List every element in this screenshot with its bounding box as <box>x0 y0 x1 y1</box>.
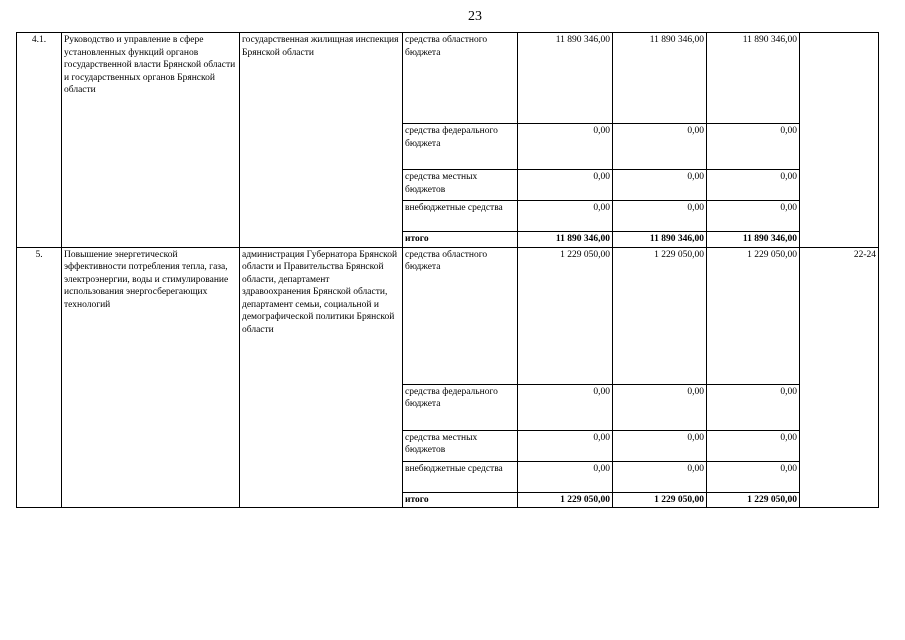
funding-source: средства областного бюджета <box>403 247 518 384</box>
amount-cell: 11 890 346,00 <box>613 232 707 248</box>
amount-cell: 0,00 <box>707 201 800 232</box>
funding-source: средства местных бюджетов <box>403 430 518 461</box>
amount-cell: 0,00 <box>518 430 613 461</box>
amount-cell: 0,00 <box>613 170 707 201</box>
amount-cell: 0,00 <box>707 124 800 170</box>
amount-cell: 0,00 <box>613 124 707 170</box>
funding-source: средства федерального бюджета <box>403 384 518 430</box>
funding-source: средства федерального бюджета <box>403 124 518 170</box>
indicator-ref: 22-24 <box>800 247 879 508</box>
item-name: Повышение энергетической эффективности потребления тепла, газа, электроэнергии, воды и стимулирование использования энергосберегающих технологий <box>62 247 240 508</box>
funding-source: итого <box>403 492 518 508</box>
amount-cell: 0,00 <box>707 384 800 430</box>
amount-cell: 0,00 <box>613 461 707 492</box>
amount-cell: 0,00 <box>518 124 613 170</box>
amount-cell: 0,00 <box>613 201 707 232</box>
table-row <box>17 33 879 124</box>
funding-source: средства областного бюджета <box>403 33 518 124</box>
item-executor: администрация Губернатора Брянской области и Правительства Брянской области, департамент здравоохранения Брянской области, департамент семьи, социальной и демографической политики Брянской области <box>240 247 403 508</box>
funding-source: внебюджетные средства <box>403 201 518 232</box>
table-row <box>17 247 879 384</box>
amount-cell: 1 229 050,00 <box>518 492 613 508</box>
amount-cell: 0,00 <box>707 461 800 492</box>
amount-cell: 11 890 346,00 <box>518 232 613 248</box>
amount-cell: 1 229 050,00 <box>613 492 707 508</box>
amount-cell: 1 229 050,00 <box>707 247 800 384</box>
amount-cell: 1 229 050,00 <box>518 247 613 384</box>
indicator-ref <box>800 33 879 248</box>
item-name: Руководство и управление в сфере установленных функций органов государственной власти Брянской области и государственных органов Брянской области <box>62 33 240 248</box>
page-number: 23 <box>468 9 482 24</box>
funding-source: средства местных бюджетов <box>403 170 518 201</box>
item-number: 5. <box>17 247 62 508</box>
item-number: 4.1. <box>17 33 62 248</box>
amount-cell: 1 229 050,00 <box>707 492 800 508</box>
amount-cell: 0,00 <box>518 170 613 201</box>
funding-source: внебюджетные средства <box>403 461 518 492</box>
amount-cell: 11 890 346,00 <box>613 33 707 124</box>
amount-cell: 0,00 <box>518 461 613 492</box>
amount-cell: 1 229 050,00 <box>613 247 707 384</box>
amount-cell: 11 890 346,00 <box>518 33 613 124</box>
amount-cell: 0,00 <box>707 170 800 201</box>
funding-table <box>16 32 879 508</box>
item-executor: государственная жилищная инспекция Брянской области <box>240 33 403 248</box>
amount-cell: 11 890 346,00 <box>707 232 800 248</box>
funding-source: итого <box>403 232 518 248</box>
amount-cell: 0,00 <box>518 384 613 430</box>
amount-cell: 0,00 <box>518 201 613 232</box>
amount-cell: 0,00 <box>613 384 707 430</box>
amount-cell: 11 890 346,00 <box>707 33 800 124</box>
amount-cell: 0,00 <box>707 430 800 461</box>
amount-cell: 0,00 <box>613 430 707 461</box>
